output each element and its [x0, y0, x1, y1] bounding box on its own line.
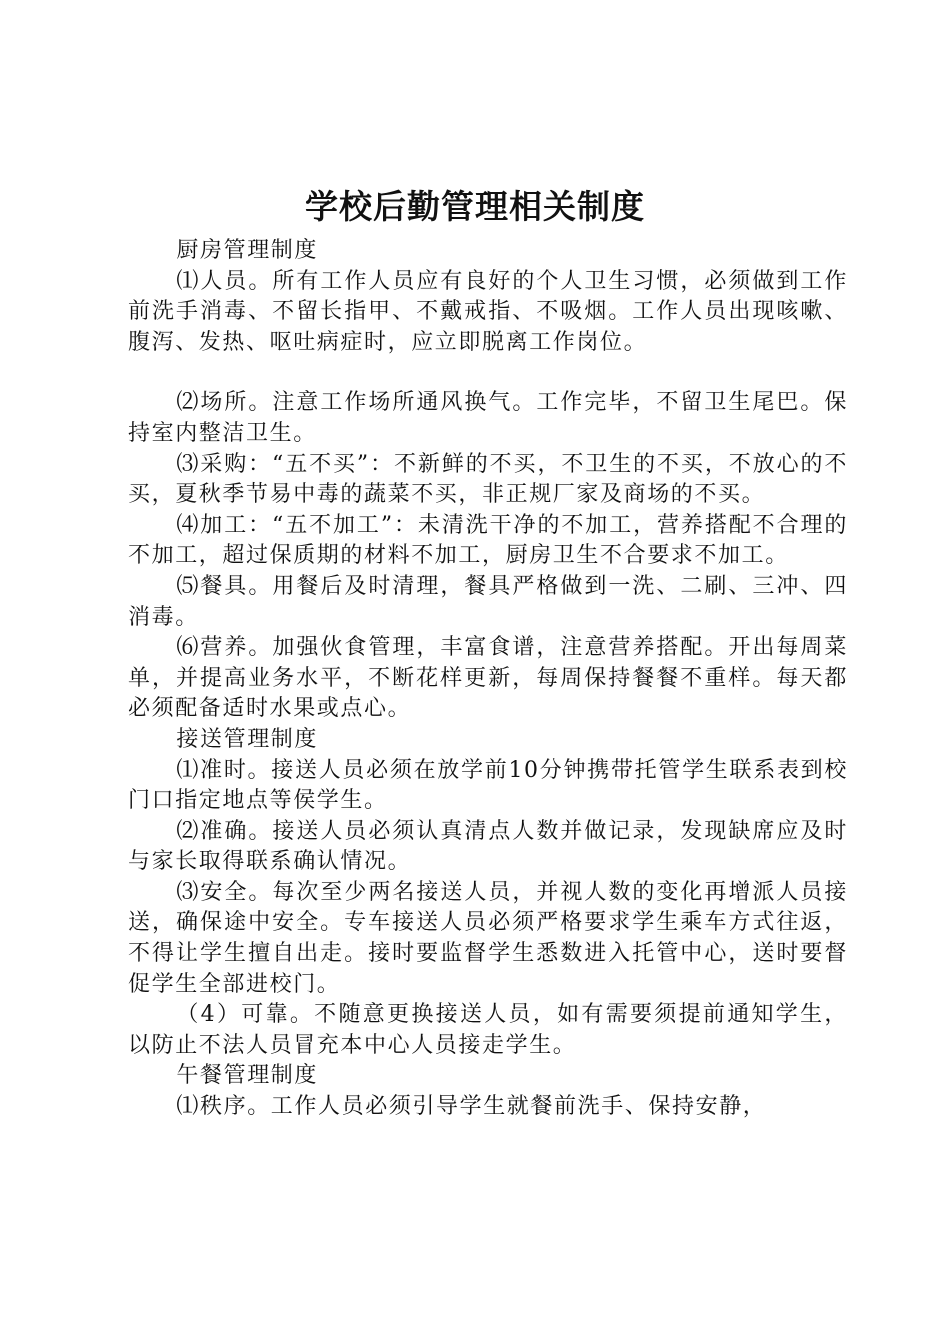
- paragraph-kitchen-staff: ⑴人员。所有工作人员应有良好的个人卫生习惯，必须做到工作前洗手消毒、不留长指甲、不戴戒指、不吸烟。工作人员出现咳嗽、腹泻、发热、呕吐病症时，应立即脱离工作岗位。: [128, 268, 848, 355]
- paragraph-kitchen-place: ⑵场所。注意工作场所通风换气。工作完毕，不留卫生尾巴。保持室内整洁卫生。: [128, 390, 848, 446]
- paragraph-pickup-reliable: （4）可靠。不随意更换接送人员，如有需要须提前通知学生，以防止不法人员冒充本中心人员接走学生。: [128, 1002, 848, 1058]
- document-body: [128, 236, 848, 1123]
- section-heading-kitchen: 厨房管理制度: [176, 238, 318, 263]
- document-title: 学校后勤管理相关制度: [305, 187, 645, 226]
- paragraph-lunch-order: ⑴秩序。工作人员必须引导学生就餐前洗手、保持安静，: [176, 1094, 767, 1120]
- paragraph-pickup-accurate: ⑵准确。接送人员必须认真清点人数并做记录，发现缺席应及时与家长取得联系确认情况。: [128, 818, 848, 875]
- section-heading-lunch: 午餐管理制度: [176, 1063, 318, 1089]
- paragraph-kitchen-processing: ⑷加工：“五不加工”：未清洗干净的不加工，营养搭配不合理的不加工，超过保质期的材料不加工，厨房卫生不合要求不加工。: [128, 512, 848, 569]
- paragraph-kitchen-purchase: ⑶采购：“五不买”：不新鲜的不买，不卫生的不买，不放心的不买，夏秋季节易中毒的蔬菜不买，非正规厂家及商场的不买。: [128, 451, 848, 508]
- section-heading-pickup: 接送管理制度: [176, 726, 318, 752]
- paragraph-kitchen-nutrition: ⑹营养。加强伙食管理，丰富食谱，注意营养搭配。开出每周菜单，并提高业务水平，不断花样更新，每周保持餐餐不重样。每天都必须配备适时水果或点心。: [128, 635, 848, 722]
- paragraph-pickup-safety: ⑶安全。每次至少两名接送人员，并视人数的变化再增派人员接送，确保途中安全。专车接送人员必须严格要求学生乘车方式往返，不得让学生擅自出走。接时要监督学生悉数进入托管中心，送时要督促学生全部进校门。: [128, 879, 848, 997]
- paragraph-kitchen-tableware: ⑸餐具。用餐后及时清理，餐具严格做到一洗、二刷、三冲、四消毒。: [128, 573, 848, 630]
- paragraph-pickup-punctual: ⑴准时。接送人员必须在放学前10分钟携带托管学生联系表到校门口指定地点等侯学生。: [128, 757, 848, 814]
